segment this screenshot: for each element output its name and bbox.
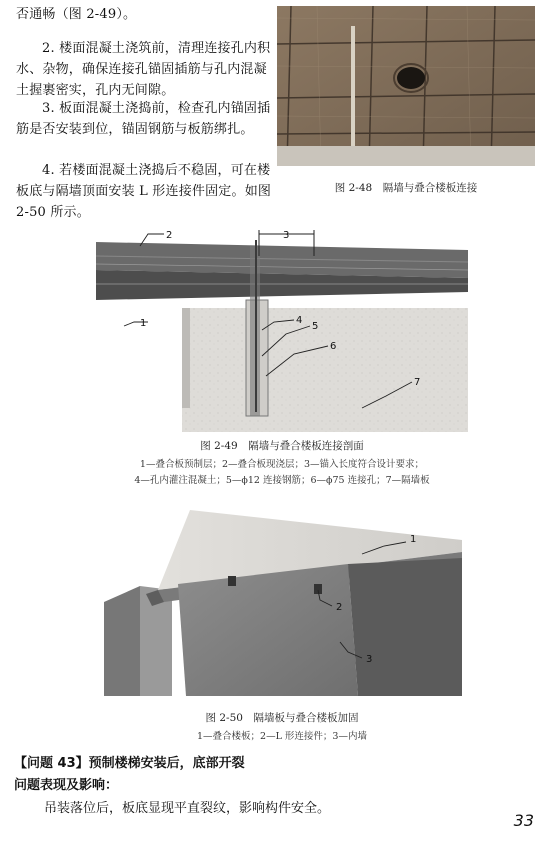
fig250-label-3: 3 xyxy=(366,654,373,665)
fig250-label-2: 2 xyxy=(336,602,343,613)
figure-2-49-note-2: 4—孔内灌注混凝土；5—ϕ12 连接钢筋；6—ϕ75 连接孔；7—隔墙板 xyxy=(134,475,430,486)
figure-2-50-note: 1—叠合楼板；2—L 形连接件；3—内墙 xyxy=(197,731,367,742)
figure-2-50-render xyxy=(100,510,462,696)
fig249-label-4: 4 xyxy=(296,315,303,326)
paragraph-step-3: 3. 板面混凝土浇捣前，检查孔内锚固插筋是否安装到位，锚固钢筋与板筋绑扎。 xyxy=(16,101,271,137)
slab-underside-photo xyxy=(277,6,535,166)
fig249-label-6: 6 xyxy=(330,341,337,352)
fig250-label-1: 1 xyxy=(410,534,417,545)
question-subtitle: 问题表现及影响： xyxy=(14,778,119,793)
paragraph-continuation: 否通畅（图 2-49）。 xyxy=(16,7,137,22)
paragraph-step-4: 4. 若楼面混凝土浇捣后不稳固，可在楼板底与隔墙顶面安装 L 形连接件固定。如图 2-50 所示。 xyxy=(16,163,272,220)
fig249-label-3: 3 xyxy=(283,230,290,241)
figure-2-49-note-1: 1—叠合板预制层；2—叠合板现浇层；3—锚入长度符合设计要求； xyxy=(139,459,425,470)
figure-2-48-photo xyxy=(277,6,535,166)
question-body: 吊装落位后，板底显现平直裂纹，影响构件安全。 xyxy=(44,801,331,816)
fig249-label-5: 5 xyxy=(312,321,319,332)
question-title: 【问题 43】预制楼梯安装后，底部开裂 xyxy=(14,756,245,771)
figure-2-49-caption: 图 2-49 隔墙与叠合楼板连接剖面 xyxy=(200,440,364,452)
fig249-label-2: 2 xyxy=(166,230,173,241)
fig249-label-7: 7 xyxy=(414,377,421,388)
fig249-label-1: 1 xyxy=(140,318,147,329)
figure-2-50-caption: 图 2-50 隔墙板与叠合楼板加固 xyxy=(205,712,359,724)
paragraph-step-2: 2. 楼面混凝土浇筑前，清理连接孔内积水、杂物，确保连接孔锚固插筋与孔内混凝土握裹密实，孔内无间隙。 xyxy=(16,41,271,98)
figure-2-48-caption: 图 2-48 隔墙与叠合楼板连接 xyxy=(334,182,478,194)
figure-2-49-section-diagram xyxy=(96,226,468,432)
page-number: 33 xyxy=(513,811,534,830)
